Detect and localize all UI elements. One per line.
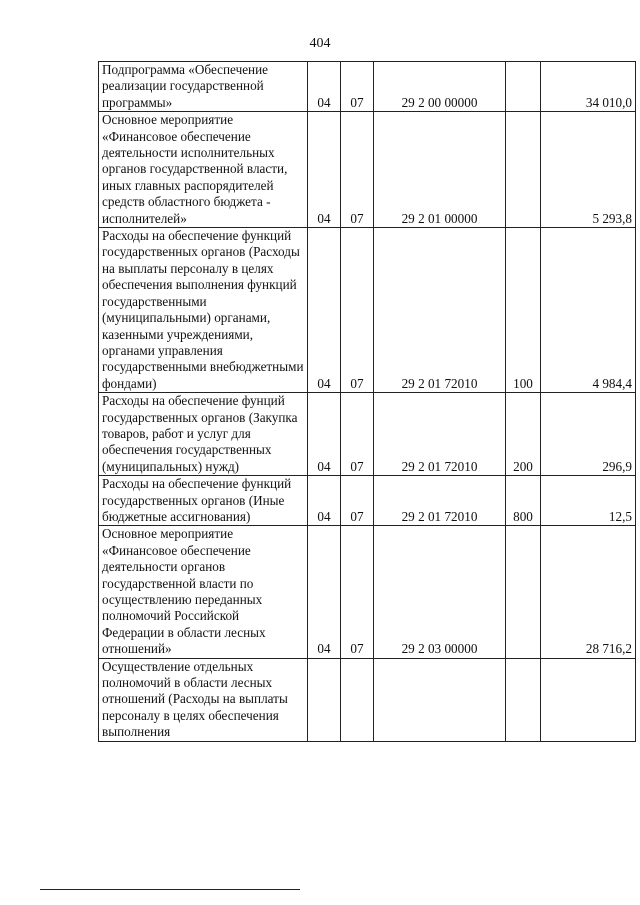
section-code-cell: 04 (308, 112, 341, 228)
expense-type-cell (506, 62, 541, 112)
table-row (99, 476, 636, 526)
table-row (99, 658, 636, 741)
target-article-cell: 29 2 00 00000 (374, 62, 506, 112)
subsection-code-cell: 07 (341, 112, 374, 228)
section-code-cell: 04 (308, 526, 341, 658)
row-name-cell: Расходы на обеспечение функций государственных органов (Расходы на выплаты персоналу в целях обеспечения выполнения функций государственными (муниципальными) органами, казенными учреждениями, органами управления государственными внебюджетными фондами) (99, 228, 308, 393)
amount-cell: 4 984,4 (541, 228, 636, 393)
amount-cell (541, 658, 636, 741)
row-name-cell: Осуществление отдельных полномочий в области лесных отношений (Расходы на выплаты персоналу в целях обеспечения выполнения (99, 658, 308, 741)
expense-type-cell (506, 526, 541, 658)
budget-table (98, 61, 636, 742)
subsection-code-cell: 07 (341, 62, 374, 112)
subsection-code-cell: 07 (341, 393, 374, 476)
subsection-code-cell: 07 (341, 476, 374, 526)
section-code-cell (308, 658, 341, 741)
target-article-cell (374, 658, 506, 741)
page-number: 404 (309, 36, 331, 51)
footnote-separator (40, 889, 300, 890)
section-code-cell: 04 (308, 62, 341, 112)
amount-cell: 296,9 (541, 393, 636, 476)
expense-type-cell (506, 112, 541, 228)
expense-type-cell (506, 658, 541, 741)
table-row (99, 112, 636, 228)
target-article-cell: 29 2 01 72010 (374, 228, 506, 393)
row-name-cell: Расходы на обеспечение функций государственных органов (Иные бюджетные ассигнования) (99, 476, 308, 526)
target-article-cell: 29 2 01 72010 (374, 393, 506, 476)
amount-cell: 12,5 (541, 476, 636, 526)
amount-cell: 28 716,2 (541, 526, 636, 658)
subsection-code-cell: 07 (341, 526, 374, 658)
table-row (99, 393, 636, 476)
target-article-cell: 29 2 01 72010 (374, 476, 506, 526)
subsection-code-cell (341, 658, 374, 741)
row-name-cell: Расходы на обеспечение фунций государственных органов (Закупка товаров, работ и услуг для обеспечения государственных (муниципальных) нужд) (99, 393, 308, 476)
row-name-cell: Основное мероприятие «Финансовое обеспечение деятельности органов государственной власти по осуществлению переданных полномочий Российской Федерации в области лесных отношений» (99, 526, 308, 658)
section-code-cell: 04 (308, 393, 341, 476)
table-row (99, 526, 636, 658)
table-row (99, 228, 636, 393)
target-article-cell: 29 2 03 00000 (374, 526, 506, 658)
table-row (99, 62, 636, 112)
expense-type-cell: 800 (506, 476, 541, 526)
expense-type-cell: 200 (506, 393, 541, 476)
amount-cell: 34 010,0 (541, 62, 636, 112)
section-code-cell: 04 (308, 228, 341, 393)
expense-type-cell: 100 (506, 228, 541, 393)
target-article-cell: 29 2 01 00000 (374, 112, 506, 228)
row-name-cell: Подпрограмма «Обеспечение реализации государственной программы» (99, 62, 308, 112)
row-name-cell: Основное мероприятие «Финансовое обеспечение деятельности исполнительных органов государственной власти, иных главных распорядителей средств областного бюджета - исполнителей» (99, 112, 308, 228)
subsection-code-cell: 07 (341, 228, 374, 393)
section-code-cell: 04 (308, 476, 341, 526)
amount-cell: 5 293,8 (541, 112, 636, 228)
